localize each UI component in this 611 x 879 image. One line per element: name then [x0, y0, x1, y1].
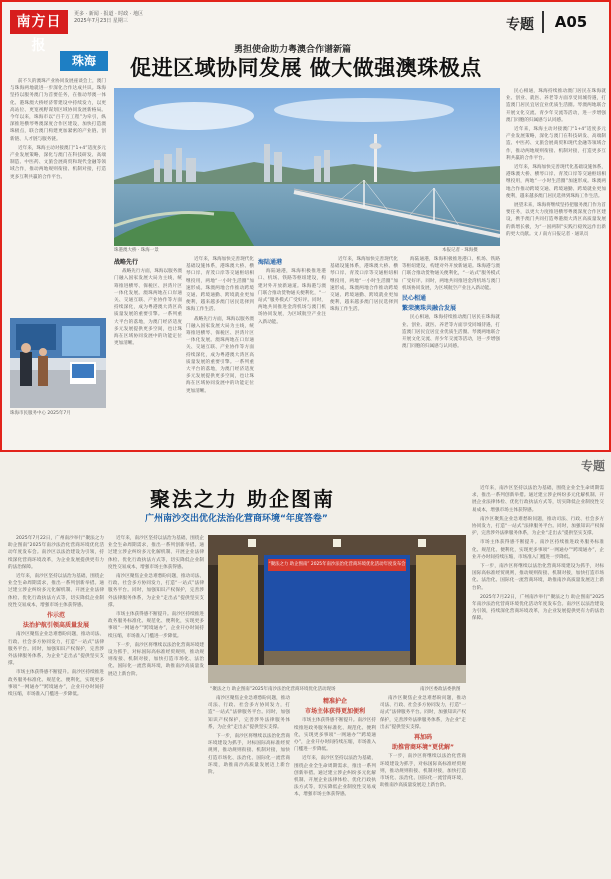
intro-column: 前不久的澳珠产业协同发展座谈会上，澳门与珠海两地就进一步深化合作达成共识。珠海坚持以服务澳门为首要任务，在推动琴澳一体化、港珠澳大桥经济带建设中持续发力，以更高站位、更宽视野谋划区域协同发展新格局。今年以来，珠海市以“百千万工程”为牵引，纵深推进横琴粤澳深度合作区建设，加快打造澳珠极点，联合澳门构建更加紧密的产业链、创新链、人才链与服务链。 近年来，珠海主动对接澳门“1+4”适度多元产业发展策略，深化与澳门在科技研发、高端制造、中医药、文旅会展商贸和现代金融等领域合作，推动两地规则衔接、机制对接，打造更多互利共赢的合作平台。	[10, 79, 106, 180]
main-photo-caption-left: 珠港澳大桥 · 珠海一景	[114, 248, 159, 253]
body-column-3: 海陆通港 海陆通港，珠海积极推进港口、机场、铁路等枢纽建设，构建对外开放新通道。珠海港与澳门联合推动货物通关便利化，“一站式”服务模式广受好评。同时，两地共同推进金湾机场与澳门机场协同发展，为区域航空产业注入新动能。	[258, 259, 326, 325]
subhead-rule-of-law: 法治护航引领高质量发展	[22, 622, 89, 630]
bottom-left-column: 2025年7月22日，广州南沙举行“聚法之力 助企图南”2025年南沙法治化营商环境优化活动年度发布会。南沙区以法治建设为引领，持续深化营商环境改革，为企业发展提供更有力的法治保障。 近年来，南沙区坚持以法治为基础，围绕企业全生命周期需求，推出一系列创新举措。通过建立涉企纠纷多元化解机制、开展企业法律体检、优化行政执法方式等，切实降低企业制度性交易成本，增强市场主体获得感。 作示范 法治护航引领高质量发展 南沙区聚焦企业急难愁盼问题，推动司法、行政、社会多方协同发力，打造“一站式”法律服务平台。同时，加强知识产权保护，完善涉外法律服务体系，为企业“走出去”提供坚实支撑。 市场主体获得感不断提升。南沙区持续推进政务服务标准化、规范化、便利化，实现更多事项“一网通办”“跨境通办”，企业开办时间持续压缩，市场准入门槛进一步降低。	[8, 536, 104, 698]
section-label: 专题	[506, 17, 534, 33]
masthead-meta: 更多 · 新闻 · 报道 · 时政 · 地区 2025年7月23日 星期三	[74, 11, 144, 24]
bottom-column-4: 精准护企 市场主体获得更加便利 市场主体获得感不断提升。南沙区持续推进政务服务标准化、规范化、便利化，实现更多事项“一网通办”“跨境通办”，企业开办时间持续压缩，市场准入门槛进一步降低。 近年来，南沙区坚持以法治为基础，围绕企业全生命周期需求，推出一系列创新举措。通过建立涉企纠纷多元化解机制、开展企业法律体检、优化行政执法方式等，切实降低企业制度性交易成本，增强市场主体获得感。	[294, 698, 376, 798]
city-tag: 珠海	[60, 51, 108, 71]
page-number: A05	[542, 11, 598, 33]
main-photo-caption-right: 本报记者 · 珠海摄	[442, 248, 478, 253]
bottom-right-column: 近年来，南沙区坚持以法治为基础，围绕企业全生命周期需求，推出一系列创新举措。通过建立涉企纠纷多元化解机制、开展企业法律体检、优化行政执法方式等，切实降低企业制度性交易成本，增强市场主体获得感。 南沙区聚焦企业急难愁盼问题，推动司法、行政、社会多方协同发力，打造“一站式”法律服务平台。同时，加强知识产权保护，完善涉外法律服务体系，为企业“走出去”提供坚实支撑。 市场主体获得感不断提升。南沙区持续推进政务服务标准化、规范化、便利化，实现更多事项“一网通办”“跨境通办”，企业开办时间持续压缩，市场准入门槛进一步降低。 下一步，南沙区将继续以法治化营商环境建设为抓手，对标国际高标准经贸规则，推动规则衔接、机制对接，加快打造市场化、法治化、国际化一流营商环境，助推南沙高质量发展迈上新台阶。 2025年7月22日，广州南沙举行“聚法之力 助企图南”2025年南沙法治化营商环境优化活动年度发布会。南沙区以法治建设为引领，持续深化营商环境改革，为企业发展提供更有力的法治保障。	[472, 486, 604, 622]
subhead-more: 再加码	[413, 734, 432, 742]
subhead-precise: 精准护企	[322, 698, 347, 705]
bottom-column-2: 近年来，南沙区坚持以法治为基础，围绕企业全生命周期需求，推出一系列创新举措。通过建立涉企纠纷多元化解机制、开展企业法律体检、优化行政执法方式等，切实降低企业制度性交易成本，增强市场主体获得感。 南沙区聚焦企业急难愁盼问题，推动司法、行政、社会多方协同发力，打造“一站式”法律服务平台。同时，加强知识产权保护，完善涉外法律服务体系，为企业“走出去”提供坚实支撑。 市场主体获得感不断提升。南沙区持续推进政务服务标准化、规范化、便利化，实现更多事项“一网通办”“跨境通办”，企业开办时间持续压缩，市场准入门槛进一步降低。 下一步，南沙区将继续以法治化营商环境建设为抓手，对标国际高标准经贸规则，推动规则衔接、机制对接，加快打造市场化、法治化、国际化一流营商环境，助推南沙高质量发展迈上新台阶。	[108, 536, 204, 677]
stage-banner-text: “聚法之力 助企图南” 2025年南沙法治化营商环境优化活动年度发布会	[268, 562, 406, 567]
subhead-port: 海陆通港	[258, 259, 283, 266]
subhead-prosperity: 繁荣澳珠共融合发展	[402, 305, 457, 313]
nansha-feature-article	[0, 455, 611, 879]
subhead-demonstration: 作示范	[46, 612, 65, 620]
body-column-5: 海陆通港，珠海积极推进港口、机场、铁路等枢纽建设，构建对外开放新通道。珠海港与澳门联合推动货物通关便利化，“一站式”服务模式广受好评。同时，两地共同推进金湾机场与澳门机场协同发展，为区域航空产业注入新动能。 民心相通 繁荣澳珠共融合发展 民心相通，珠海持续推动澳门居民在珠海就业、创业、就医、养老等方面享受同城待遇，打造澳门居民宜居宜业优质生活圈。琴澳两地联合开展文化交流、青少年交流等活动，进一步增强澳门同胞的归属感与认同感。	[402, 257, 500, 350]
article-headline: 促进区域协同发展 做大做强澳珠极点	[130, 55, 482, 80]
service-hall-photo	[10, 318, 106, 408]
right-column: 民心相通，珠海持续推动澳门居民在珠海就业、创业、就医、养老等方面享受同城待遇，打造澳门居民宜居宜业优质生活圈。琴澳两地联合开展文化交流、青少年交流等活动，进一步增强澳门同胞的归属感与认同感。 近年来，珠海主动对接澳门“1+4”适度多元产业发展策略，深化与澳门在科技研发、高端制造、中医药、文旅会展商贸和现代金融等领域合作，推动两地规则衔接、机制对接，打造更多互利共赢的合作平台。 近年来，珠海加快完善现代化基础设施体系，港珠澳大桥、横琴口岸、青茂口岸等交通枢纽相继投用，两地“一小时生活圈”加速形成。珠澳两地合作推动跨境交通、跨境通勤、跨境就业更加便利，越来越多澳门居民选择到珠海工作生活。 展望未来，珠海将继续坚持把服务澳门作为首要任务，以更大力度推进横琴粤澳深度合作区建设，携手澳门共同打造粤港澳大湾区高质量发展的新增长极，为“一国两制”实践行稳致远作出新的更大贡献。文 / 南方日报记者 · 通讯员	[506, 89, 606, 237]
service-hall-illustration	[10, 318, 106, 408]
body-column-2: 近年来，珠海加快完善现代化基础设施体系，港珠澳大桥、横琴口岸、青茂口岸等交通枢纽相继投用，两地“一小时生活圈”加速形成。珠澳两地合作推动跨境交通、跨境通勤、跨境就业更加便利，越来越多澳门居民选择到珠海工作生活。 战略先行方面，珠海以服务澳门融入国家发展大局为主线，统筹推进横琴、保税区、洪湾片区一体化发展。澳珠两地在口岸通关、交通互联、产业协作等方面持续深化，成为粤港澳大湾区高质量发展的重要引擎。一系列重大平台的落地，为澳门经济适度多元发展提供更多空间，也让珠海在区域协同发展中的功能定位更加清晰。	[186, 257, 254, 394]
bottom-column-3: 南沙区聚焦企业急难愁盼问题，推动司法、行政、社会多方协同发力，打造“一站式”法律服务平台。同时，加强知识产权保护，完善涉外法律服务体系，为企业“走出去”提供坚实支撑。 下一步，南沙区将继续以法治化营商环境建设为抓手，对标国际高标准经贸规则，推动规则衔接、机制对接，加快打造市场化、法治化、国际化一流营商环境，助推南沙高质量发展迈上新台阶。	[208, 696, 290, 776]
article-kicker: 勇担使命助力粤澳合作谱新篇	[234, 45, 352, 55]
subhead-strategy: 战略先行	[114, 259, 139, 266]
newspaper-logo: 南方日报	[10, 10, 68, 34]
side-photo-caption: 珠海市民服务中心 2025年7月	[10, 411, 71, 416]
body-column-4: 近年来，珠海加快完善现代化基础设施体系，港珠澳大桥、横琴口岸、青茂口岸等交通枢纽相继投用，两地“一小时生活圈”加速形成。珠澳两地合作推动跨境交通、跨境通勤、跨境就业更加便利，越来越多澳门居民选择到珠海工作生活。	[330, 257, 398, 313]
conference-photo-credit: 南沙区委政法委供图	[420, 687, 461, 692]
subhead-people: 民心相通	[402, 295, 427, 303]
conference-photo-caption: “聚法之力 助企图南”2025年南沙法治化营商环境优化活动现场	[210, 687, 336, 692]
subhead-market: 市场主体获得更加便利	[304, 708, 365, 716]
bottom-subheadline: 广州南沙交出优化法治化营商环境“年度答卷”	[145, 514, 328, 524]
body-column-1: 战略先行 战略先行方面，珠海以服务澳门融入国家发展大局为主线，统筹推进横琴、保税区、洪湾片区一体化发展。澳珠两地在口岸通关、交通互联、产业协作等方面持续深化，成为粤港澳大湾区高质量发展的重要引擎。一系列重大平台的落地，为澳门经济适度多元发展提供更多空间，也让珠海在区域协同发展中的功能定位更加清晰。	[114, 259, 182, 347]
bottom-column-5: 南沙区聚焦企业急难愁盼问题，推动司法、行政、社会多方协同发力，打造“一站式”法律服务平台。同时，加强知识产权保护，完善涉外法律服务体系，为企业“走出去”提供坚实支撑。 再加码 助推营商环境“更优解” 下一步，南沙区将继续以法治化营商环境建设为抓手，对标国际高标准经贸规则，推动规则衔接、机制对接，加快打造市场化、法治化、国际化一流营商环境，助推南沙高质量发展迈上新台阶。	[380, 696, 466, 789]
bottom-section-label: 专题	[580, 459, 605, 473]
subhead-better: 助推营商环境“更优解”	[392, 744, 454, 752]
zhuhai-bridge-photo	[114, 88, 500, 246]
conference-photo	[208, 535, 466, 683]
bottom-headline: 聚法之力 助企图南	[150, 487, 335, 511]
conference-stage-illustration	[208, 535, 466, 683]
bridge-cityscape-illustration	[114, 88, 500, 246]
